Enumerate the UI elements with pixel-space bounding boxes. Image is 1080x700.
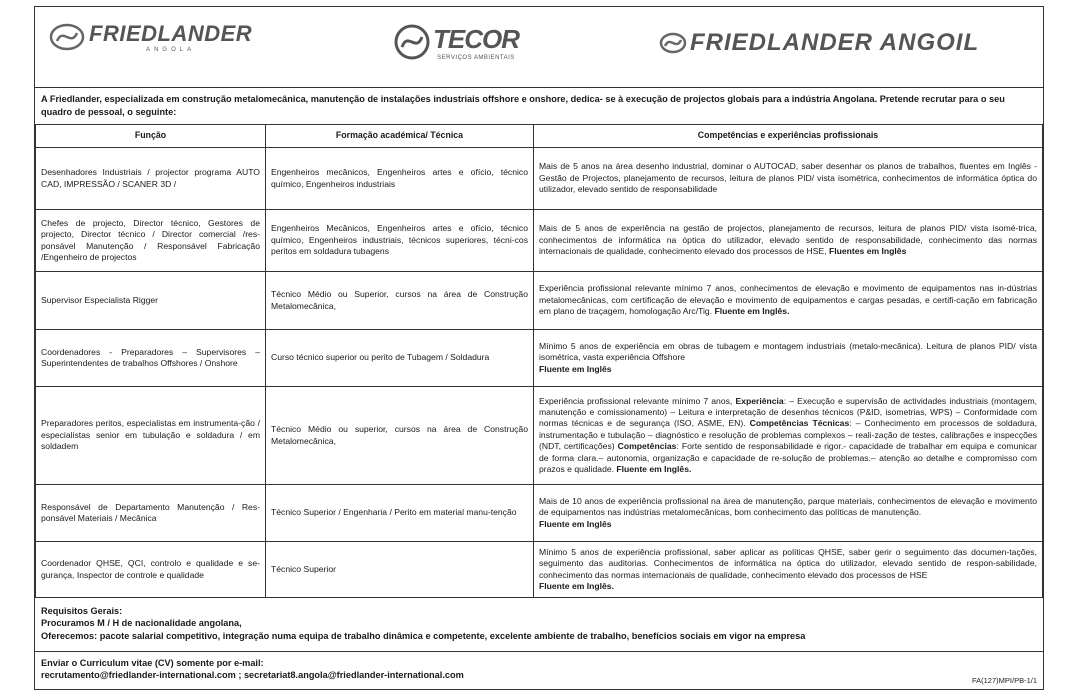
table-row xyxy=(36,272,1043,330)
tecor-emblem-icon xyxy=(393,23,431,61)
competencias-cell xyxy=(534,542,1043,598)
contact-title: Enviar o Curriculum vitae (CV) somente por e-mail: xyxy=(41,658,264,668)
contact-section xyxy=(41,657,464,682)
competencias-bold: Fluente em Inglês. xyxy=(616,464,692,475)
positions-table xyxy=(35,124,1043,598)
logo-header xyxy=(35,7,1043,88)
header-formacao: Formação académica/ Técnica xyxy=(266,125,534,148)
formacao-cell: Técnico Superior xyxy=(266,542,534,598)
competencias-bold: Competências xyxy=(617,441,677,452)
competencias-cell xyxy=(534,272,1043,330)
funcao-cell: Desenhadores Industriais / projector programa AUTO CAD, IMPRESSÃO / SCANER 3D / xyxy=(36,148,266,210)
section-divider xyxy=(35,651,1043,652)
friedlander-angoil-logo xyxy=(659,29,979,57)
header-competencias: Competências e experiências profissionais xyxy=(534,125,1043,148)
requirements-title: Requisitos Gerais: xyxy=(41,606,123,616)
table-row xyxy=(36,148,1043,210)
general-requirements xyxy=(41,605,805,642)
competencias-text: Mínimo 5 anos de experiência profissional, saber aplicar as políticas QHSE, saber gerir o seguimento das documen-tações, seguimento das auditorias. Conhecimentos de informática na óptica do utilizador, elevado sentido de respon-sabilidade, conhecimento das normas internacionais de qualidade, conhecimento elevado dos processos de HSE xyxy=(539,546,1037,580)
competencias-bold: Fluente em Inglês. xyxy=(714,306,790,317)
table-row xyxy=(36,387,1043,485)
funcao-cell: Coordenadores - Preparadores – Supervisores – Superintendentes de trabalhos Offshores / Onshore xyxy=(36,330,266,387)
job-advert-sheet xyxy=(34,6,1044,690)
competencias-text: : – Execução e supervisão de actividades industriais (montagem, manutenção e comissionamento) – Leitura e interpretação de desenhos técnicos (P&ID, isometrias, WPS) – Conformidade com normas técnicas e de segurança (ISO, ASME, EN). xyxy=(539,395,1037,429)
document-code: FA(127)MPI/PB-1/1 xyxy=(971,676,1037,685)
competencias-cell xyxy=(534,330,1043,387)
formacao-cell: Técnico Médio ou Superior, cursos na área de Construção Metalomecânica, xyxy=(266,272,534,330)
formacao-cell: Técnico Superior / Engenharia / Perito em material manu-tenção xyxy=(266,485,534,542)
competencias-text: : Forte sentido de responsabilidade e rigor.- capacidade de trabalhar em equipa e comunicar de forma clara.– autonomia, organização e capacidade de re-solução de problemas.– atenção ao detalhe e compromisso com prazos e qualidade. xyxy=(539,441,1037,475)
friedlander-angola-logo xyxy=(49,21,252,53)
funcao-cell: Supervisor Especialista Rigger xyxy=(36,272,266,330)
competencias-text: Experiência profissional relevante mínimo 7 anos, xyxy=(539,395,733,406)
competencias-bold: Fluente em Inglês xyxy=(539,518,612,529)
funcao-cell: Chefes de projecto, Director técnico, Gestores de projecto, Director técnico / Director comercial /res-ponsável Manutenção / Responsável Fabricação /Engenheiro de projectos xyxy=(36,210,266,272)
competencias-text: Experiência profissional relevante mínimo 7 anos, conhecimentos de elevação e movimento de equipamentos nas in-dústrias metalomecânicas, com certificação de elevação e movimento de equipamentos e cargas pesadas, e certifi-cação em fabricação em plano de traçagem, homologação Arc/Tig. xyxy=(539,283,1037,317)
competencias-cell xyxy=(534,148,1043,210)
formacao-cell: Curso técnico superior ou perito de Tubagem / Soldadura xyxy=(266,330,534,387)
angola-subtitle: ANGOLA xyxy=(146,47,196,53)
competencias-cell xyxy=(534,485,1043,542)
angoil-emblem-icon xyxy=(659,32,687,54)
competencias-text: Mais de 10 anos de experiência profissional na área de manutenção, parque materiais, conhecimentos de elevação e movimento de equipamentos nas indústrias metalomecânicas, bom conhecimento das políticas de manutenção. xyxy=(539,495,1037,518)
competencias-text: Mais de 5 anos na área desenho industrial, dominar o AUTOCAD, saber desenhar os planos de trabalhos, fluentes em Inglês - Gestão de Projectos, planejamento de recursos, leitura de planos PID/ vista isométrica, conhecimentos de informática óptica do utilizador, elevado sentido de responsabilidade xyxy=(539,161,1037,195)
competencias-cell xyxy=(534,387,1043,485)
intro-paragraph: A Friedlander, especializada em construção metalomecânica, manutenção de instalações industriais offshore e onshore, dedica- se à execução de projectos globais para a indústria Angolana. Pretende recrutar para o seu quadro de pessoal, o seguinte: xyxy=(41,94,1005,117)
competencias-text: : – Conhecimento em processos de soldadura, instrumentação e tubulação – diagnóstico e resolução de problemas complexos – reali-zação de testes, calibrações e inspecções (NDT, certificações) xyxy=(539,418,1037,452)
competencias-bold: Competências Técnicas xyxy=(749,418,850,429)
tecor-subtitle: SERVIÇOS AMBIENTAIS xyxy=(437,54,515,61)
competencias-text: Mínimo 5 anos de experiência em obras de tubagem e montagem industriais (metalo-mecânica). Leitura de planos PID/ vista isométrica, vasta experiência Offshore xyxy=(539,340,1037,363)
table-row xyxy=(36,210,1043,272)
table-header-row xyxy=(36,125,1043,148)
formacao-cell: Engenheiros Mecânicos, Engenheiros artes e ofício, técnico químico, Engenheiros industriais, técnicos superiores, técni-cos peritos em soldadura tubagens xyxy=(266,210,534,272)
table-row xyxy=(36,485,1043,542)
table-row xyxy=(36,330,1043,387)
funcao-cell: Coordenador QHSE, QCI, controlo e qualidade e se-gurança, Inspector de controle e qualidade xyxy=(36,542,266,598)
requirements-line: Procuramos M / H de nacionalidade angolana, xyxy=(41,618,242,629)
competencias-cell xyxy=(534,210,1043,272)
competencias-bold: Fluentes em Inglês xyxy=(829,246,907,257)
friedlander-emblem-icon xyxy=(49,23,85,51)
tecor-logo xyxy=(393,23,519,61)
contact-emails: recrutamento@friedlander-international.com ; secretariat8.angola@friedlander-international.com xyxy=(41,670,464,681)
competencias-bold: Fluente em Inglês xyxy=(539,363,612,374)
offer-line: Oferecemos: pacote salarial competitivo, integração numa equipa de trabalho dinâmica e competente, excelente ambiente de trabalho, benefícios sociais em vigor na empresa xyxy=(41,630,806,641)
competencias-text: Mais de 5 anos de experiência na gestão de projectos, planejamento de recursos, leitura de planos PID/ vista isomé-trica, conhecimentos de informática na óptica do utilizador, elevado sentido de responsabilidade, conhecimento das normas internacionais de qualidade, conhecimento elevado dos processos de HSE, xyxy=(539,223,1037,257)
competencias-bold: Experiência xyxy=(735,395,784,406)
angoil-wordmark: FRIEDLANDER ANGOIL xyxy=(690,29,980,56)
table-row xyxy=(36,542,1043,598)
header-funcao: Função xyxy=(36,125,266,148)
formacao-cell: Técnico Médio ou superior, cursos na área de Construção Metalomecânica, xyxy=(266,387,534,485)
competencias-bold: Fluente em Inglês. xyxy=(539,580,614,591)
formacao-cell: Engenheiros mecânicos, Engenheiros artes e ofício, técnico químico, Engenheiros industriais xyxy=(266,148,534,210)
funcao-cell: Preparadores peritos, especialistas em instrumenta-ção / especialistas senior em tubulação e soldadura / em soldadem xyxy=(36,387,266,485)
friedlander-wordmark: FRIEDLANDER xyxy=(89,21,253,46)
tecor-wordmark: TECOR xyxy=(433,23,519,54)
funcao-cell: Responsável de Departamento Manutenção / Res-ponsável Materiais / Mecânica xyxy=(36,485,266,542)
